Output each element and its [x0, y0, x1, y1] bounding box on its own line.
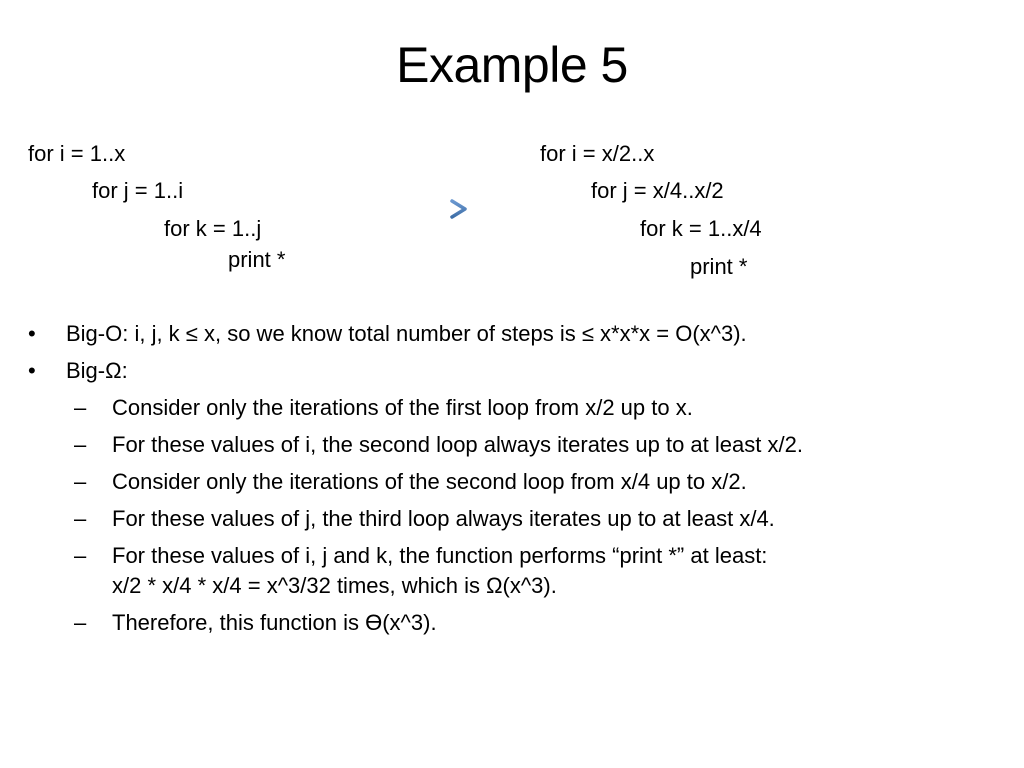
dash-icon: –: [74, 469, 87, 494]
code-right-line-2: for j = x/4..x/2: [591, 178, 724, 203]
sub-bullet-5: [28, 541, 1018, 601]
code-left-line-4: print *: [228, 247, 286, 272]
bullet-big-o-text: Big-O: i, j, k ≤ x, so we know total number of steps is ≤ x*x*x = O(x^3).: [66, 321, 747, 346]
bullet-big-omega-text: Big-Ω:: [66, 358, 128, 383]
sub-bullet-1: [28, 393, 1018, 423]
sub-bullet-1-text: Consider only the iterations of the first loop from x/2 up to x.: [112, 395, 693, 420]
code-left-line-3: for k = 1..j: [164, 216, 262, 241]
dash-icon: –: [74, 506, 87, 531]
sub-bullet-6: [28, 608, 1018, 638]
dash-icon: –: [74, 610, 87, 635]
dash-icon: –: [74, 543, 87, 568]
sub-bullet-3-text: Consider only the iterations of the second loop from x/4 up to x/2.: [112, 469, 747, 494]
code-left-line-2: for j = 1..i: [92, 178, 184, 203]
code-right-line-1: for i = x/2..x: [540, 141, 655, 166]
sub-bullet-2: [28, 430, 1018, 460]
bullet-icon: •: [28, 321, 36, 346]
slide-title: Example 5: [396, 37, 628, 93]
sub-bullet-2-text: For these values of i, the second loop always iterates up to at least x/2.: [112, 432, 803, 457]
bullet-list: [28, 319, 1018, 645]
sub-bullet-5-line-2: x/2 * x/4 * x/4 = x^3/32 times, which is Ω(x^3).: [112, 573, 557, 598]
code-left-line-1: for i = 1..x: [28, 141, 126, 166]
bullet-big-omega: [28, 356, 1018, 386]
code-right-line-4: print *: [690, 254, 748, 279]
sub-bullet-3: [28, 467, 1018, 497]
sub-bullet-5-line-1: For these values of i, j and k, the function performs “print *” at least:: [112, 543, 768, 568]
sub-bullet-4-text: For these values of j, the third loop always iterates up to at least x/4.: [112, 506, 775, 531]
right-arrow-icon: [364, 196, 474, 222]
dash-icon: –: [74, 432, 87, 457]
sub-bullet-6-text: Therefore, this function is Ө(x^3).: [112, 610, 437, 635]
bullet-icon: •: [28, 358, 36, 383]
sub-bullet-4: [28, 504, 1018, 534]
bullet-big-o: [28, 319, 1018, 349]
dash-icon: –: [74, 395, 87, 420]
code-right-line-3: for k = 1..x/4: [640, 216, 762, 241]
